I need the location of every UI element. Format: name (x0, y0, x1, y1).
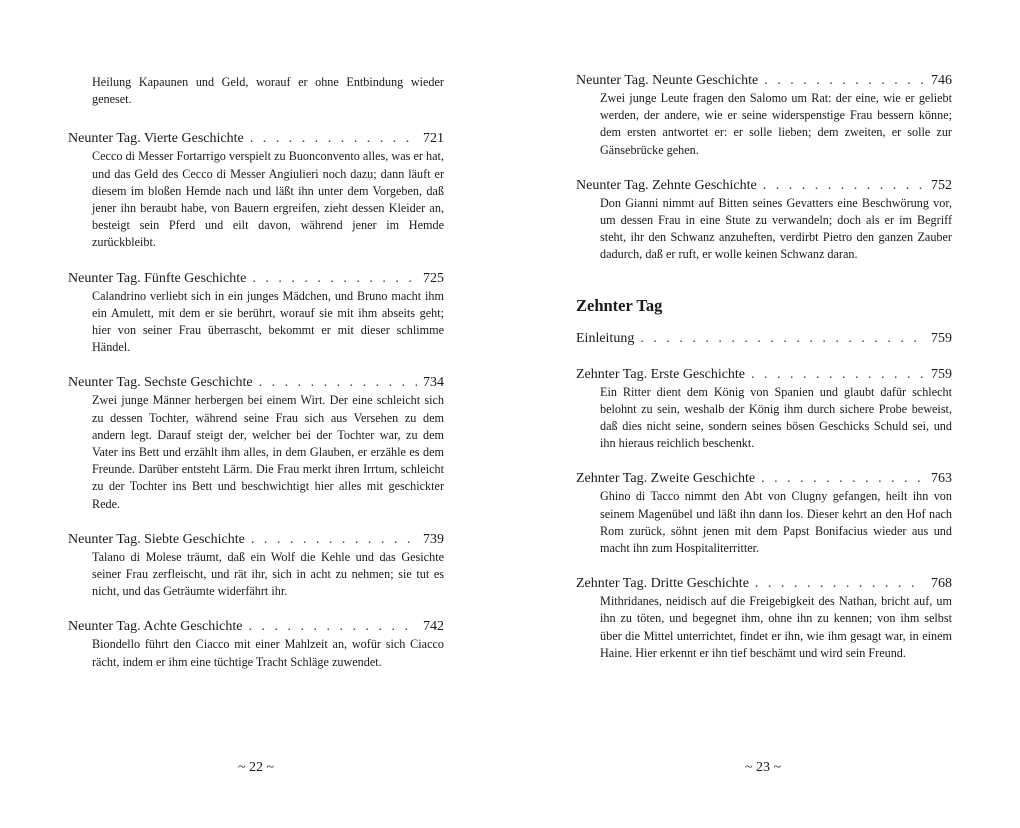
section-heading: Zehnter Tag (576, 295, 663, 315)
toc-entry-heading (576, 470, 952, 488)
toc-entry-page-number: 752 (931, 177, 952, 193)
toc-entry (68, 270, 444, 357)
toc-entry (68, 130, 444, 251)
toc-entry-heading (68, 270, 444, 288)
toc-entry-summary: Ein Ritter dient dem König von Spanien und glaubt dafür schlecht belohnt zu sein, weshalb der König ihm durch sichere Probe beweist, daß dies nicht seine, sondern seines bösen Geschicks Schuld sei, und ihn hieraus reichlich beschenkt. (600, 384, 952, 451)
toc-entry-heading (68, 531, 444, 549)
dot-leader (248, 618, 417, 636)
toc-entry (576, 366, 952, 453)
toc-entry-heading (68, 130, 444, 148)
toc-entry-summary: Don Gianni nimmt auf Bitten seines Gevatters eine Beschwörung vor, um dessen Frau in eine Stute zu verwandeln; doch als er im Begriff steht, ihr den Schwanz anzuheften, verdirbt Pietro den ganzen Zauber dadurch, daß er ruft, er wolle keinen Schwanz daran. (600, 195, 952, 262)
toc-entry-title: Neunter Tag. Siebte Geschichte (68, 531, 245, 547)
toc-entry-heading (576, 177, 952, 195)
continued-description: Heilung Kapaunen und Geld, worauf er ohne Entbindung wieder geneset. (92, 75, 444, 107)
dot-leader (751, 366, 925, 384)
toc-entry-page-number: 734 (423, 375, 444, 391)
toc-entry-heading (576, 72, 952, 90)
toc-entry-title: Zehnter Tag. Dritte Geschichte (576, 576, 749, 592)
right-toc-column (576, 72, 952, 680)
dot-leader (755, 575, 925, 593)
dot-leader (251, 531, 417, 549)
toc-entry-title: Zehnter Tag. Erste Geschichte (576, 366, 746, 382)
dot-leader (259, 374, 417, 392)
page-number-footer: ~ 22 ~ (237, 760, 275, 775)
toc-entry-heading (68, 618, 444, 636)
toc-entry-title: Neunter Tag. Neunte Geschichte (576, 73, 759, 88)
toc-entry (576, 470, 952, 557)
toc-entry-page-number: 725 (423, 270, 444, 286)
toc-entry-heading (576, 366, 952, 384)
toc-entry-heading (576, 575, 952, 593)
toc-entry (68, 531, 444, 601)
dot-leader (761, 470, 925, 488)
toc-entry-heading (576, 330, 952, 348)
toc-entry-page-number: 763 (931, 471, 952, 487)
toc-entry-title: Zehnter Tag. Zweite Geschichte (576, 471, 756, 487)
left-toc-column (68, 74, 444, 689)
dot-leader (250, 130, 417, 148)
toc-entry (68, 618, 444, 670)
toc-entry-summary: Zwei junge Männer herbergen bei einem Wirt. Der eine schleicht sich zu dessen Tochter, während seine Frau sich aus Versehen zu dem andern legt. Darauf steigt der, welcher bei der Tochter war, zu dem Vater ins Bett und erzählt ihm alles, in dem Glauben, er erzähle es dem Freunde. Darüber entsteht Lärm. Die Frau merkt ihren Irrtum, schleicht zu der Tochter ins Bett und beschwichtigt hier alles mit geschickter Rede. (92, 393, 444, 511)
toc-entry-summary: Ghino di Tacco nimmt den Abt von Clugny gefangen, heilt ihn von seinem Magenübel und läßt ihn dann los. Dieser kehrt an den Hof nach Rom zurück, söhnt jenen mit dem Papst Bonifacius wieder aus und macht ihn zum Hospitaliterritter. (600, 489, 952, 556)
toc-entry-title: Neunter Tag. Fünfte Geschichte (68, 270, 247, 286)
page-number-footer: ~ 23 ~ (744, 760, 782, 775)
toc-entry-page-number: 742 (423, 619, 444, 635)
toc-entry-heading (68, 374, 444, 392)
toc-entry-summary: Zwei junge Leute fragen den Salomo um Rat: der eine, wie er geliebt werden, der andere, wie er seine widerspenstige Frau bessern könne; dem ersten antwortet er: er solle lieben; dem zweiten, er solle zur Gänsebrücke gehen. (600, 91, 952, 157)
dot-leader (764, 72, 925, 90)
toc-entry-title: Neunter Tag. Sechste Geschichte (68, 375, 253, 391)
toc-entry-page-number: 759 (931, 330, 952, 346)
toc-entry-title: Neunter Tag. Achte Geschichte (68, 619, 243, 635)
toc-entry-title: Neunter Tag. Vierte Geschichte (68, 131, 244, 147)
toc-entry (576, 177, 952, 264)
toc-entry-intro (576, 330, 952, 348)
toc-entry-summary: Talano di Molese träumt, daß ein Wolf die Kehle und das Gesichte seiner Frau zerfleischt, und rät ihr, sich in acht zu nehmen; sie tut es nicht, und das Geträumte widerfährt ihr. (92, 549, 444, 599)
right-page (510, 0, 1020, 828)
toc-entry-page-number: 721 (423, 131, 444, 147)
toc-entry (576, 72, 952, 159)
toc-entry (68, 374, 444, 512)
toc-entry-title: Einleitung (576, 330, 635, 346)
toc-entry-summary: Calandrino verliebt sich in ein junges Mädchen, und Bruno macht ihm ein Amulett, mit dem er sie berührt, worauf sie mit ihm abseits geht; hier von seiner Frau überrascht, bekommt er mit dieser schlimme Händel. (92, 288, 444, 355)
toc-entry (576, 575, 952, 662)
dot-leader (252, 270, 417, 288)
toc-entry-page-number: 759 (931, 366, 952, 382)
toc-entry-page-number: 739 (423, 531, 444, 547)
toc-entry-summary: Cecco di Messer Fortarrigo verspielt zu Buonconvento alles, was er hat, und das Geld des Cecco di Messer Angiulieri noch dazu; dann läuft er diesem im bloßen Hemde nach und läßt ihn unter dem Vorgeben, daß jener ihn beraubt habe, von Bauern ergreifen, zieht dessen Kleider an, besteigt sein Pferd und eilt davon, während jener im Hemde zurückbleibt. (92, 149, 444, 250)
toc-entry-page-number: 746 (931, 73, 952, 88)
toc-entry-summary: Mithridanes, neidisch auf die Freigebigkeit des Nathan, bricht auf, um ihn zu töten, und begegnet ihm, ohne ihn zu kennen; von ihm selbst über die Mittel unterrichtet, findet er ihn, wie ihm gesagt war, in einem Haine. Hier erkennt er ihn tief beschämt und wird sein Freund. (600, 594, 952, 660)
toc-entry-title: Neunter Tag. Zehnte Geschichte (576, 177, 757, 193)
dot-leader (640, 330, 925, 348)
toc-entry-summary: Biondello führt den Ciacco mit einer Mahlzeit an, wofür sich Ciacco rächt, indem er ihm eine tüchtige Tracht Schläge zuwendet. (92, 637, 444, 669)
dot-leader (763, 177, 925, 195)
toc-entry-page-number: 768 (931, 576, 952, 592)
